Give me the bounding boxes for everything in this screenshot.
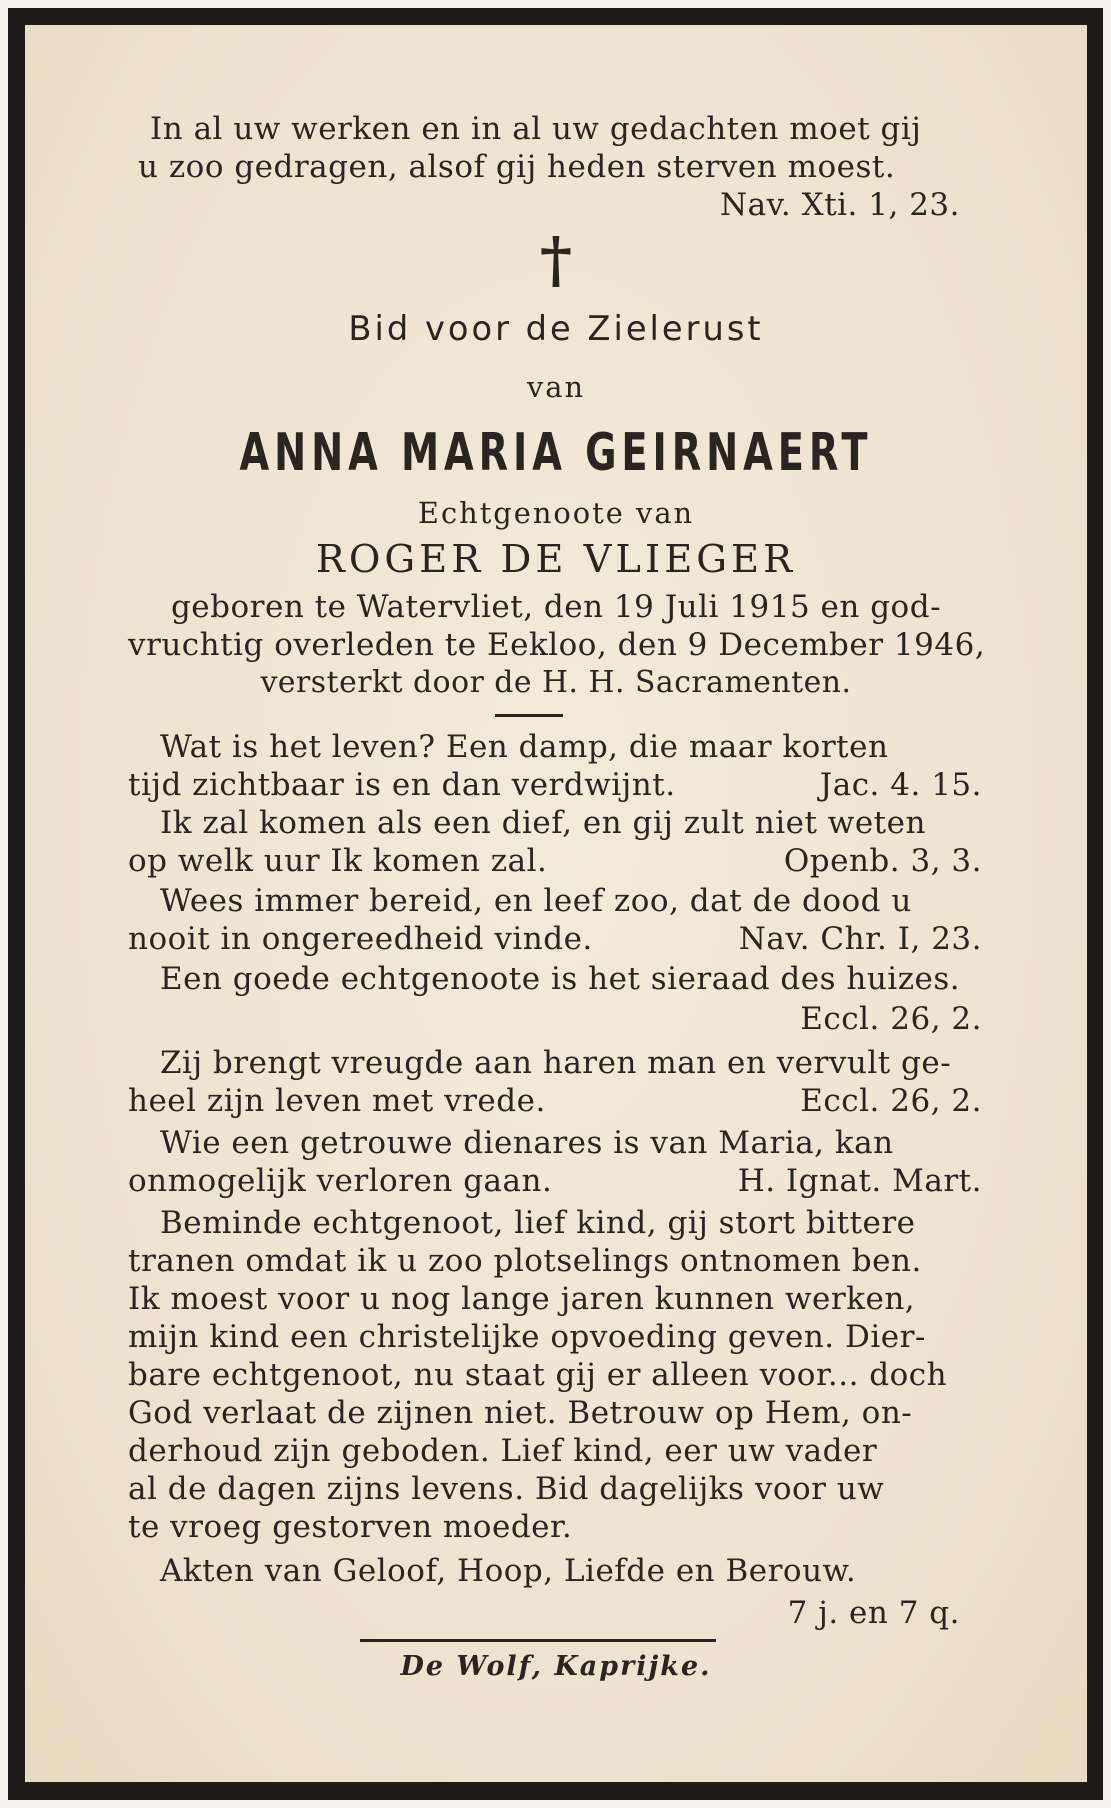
farewell-line-6: God verlaat de zijnen niet. Betrouw op Hem, on- xyxy=(128,1395,913,1431)
bio-line-3: versterkt door de H. H. Sacramenten. xyxy=(260,665,852,700)
heading: Bid voor de Zielerust xyxy=(348,309,764,348)
van-label: van xyxy=(526,370,586,404)
deceased-name: ANNA MARIA GEIRNAERT xyxy=(239,423,873,483)
bio-line-1: geboren te Watervliet, den 19 Juli 1915 en god- xyxy=(170,589,942,625)
verse-3-line-1: Wees immer bereid, en leef zoo, dat de dood u xyxy=(160,883,912,919)
verse-4-line-1: Een goede echtgenoote is het sieraad des huizes. xyxy=(160,961,961,997)
farewell-line-3: Ik moest voor u nog lange jaren kunnen werken, xyxy=(128,1281,916,1317)
verse-1-line-2: tijd zichtbaar is en dan verdwijnt. xyxy=(128,767,676,803)
verse-2-line-2: op welk uur Ik komen zal. xyxy=(128,843,548,879)
bottom-rule xyxy=(360,1639,716,1642)
epigraph-line-1: In al uw werken en in al uw gedachten moet gij xyxy=(150,111,922,147)
verse-5-line-1: Zij brengt vreugde aan haren man en vervult ge- xyxy=(160,1045,952,1081)
farewell-line-9: te vroeg gestorven moeder. xyxy=(128,1509,573,1545)
verse-5-reference: Eccl. 26, 2. xyxy=(800,1083,982,1119)
memorial-card-border xyxy=(8,8,1103,1800)
verse-5-line-2: heel zijn leven met vrede. xyxy=(128,1083,546,1119)
divider xyxy=(495,714,563,717)
farewell-line-8: al de dagen zijns levens. Bid dagelijks voor uw xyxy=(128,1471,885,1507)
verse-3-reference: Nav. Chr. I, 23. xyxy=(738,921,982,957)
verse-3-line-2: nooit in ongereedheid vinde. xyxy=(128,921,593,957)
cross-icon: † xyxy=(539,223,573,296)
memorial-card xyxy=(25,25,1087,1782)
printer-mark: De Wolf, Kaprijke. xyxy=(400,1651,712,1682)
farewell-line-2: tranen omdat ik u zoo plotselings ontnomen ben. xyxy=(128,1243,922,1279)
indulgence: 7 j. en 7 q. xyxy=(787,1595,960,1631)
acts-line: Akten van Geloof, Hoop, Liefde en Berouw. xyxy=(160,1553,857,1589)
bio-line-2: vruchtig overleden te Eekloo, den 9 December 1946, xyxy=(128,627,986,663)
verse-2-reference: Openb. 3, 3. xyxy=(783,843,982,879)
verse-4-reference: Eccl. 26, 2. xyxy=(800,1001,982,1037)
verse-6-line-1: Wie een getrouwe dienares is van Maria, kan xyxy=(160,1125,894,1161)
farewell-line-1: Beminde echtgenoot, lief kind, gij stort bittere xyxy=(160,1205,916,1241)
farewell-line-4: mijn kind een christelijke opvoeding geven. Dier- xyxy=(128,1319,926,1355)
verse-1-reference: Jac. 4. 15. xyxy=(819,767,982,803)
spouse-label: Echtgenoote van xyxy=(417,496,695,530)
verse-6-line-2: onmogelijk verloren gaan. xyxy=(128,1163,553,1199)
epigraph-reference: Nav. Xti. 1, 23. xyxy=(719,187,960,223)
farewell-line-7: derhoud zijn geboden. Lief kind, eer uw vader xyxy=(128,1433,878,1469)
epigraph-line-2: u zoo gedragen, alsof gij heden sterven moest. xyxy=(138,149,896,185)
farewell-line-5: bare echtgenoot, nu staat gij er alleen voor... doch xyxy=(128,1357,948,1393)
verse-2-line-1: Ik zal komen als een dief, en gij zult niet weten xyxy=(160,805,926,841)
spouse-name: ROGER DE VLIEGER xyxy=(315,537,797,582)
verse-1-line-1: Wat is het leven? Een damp, die maar korten xyxy=(160,729,889,765)
verse-6-reference: H. Ignat. Mart. xyxy=(737,1163,982,1199)
